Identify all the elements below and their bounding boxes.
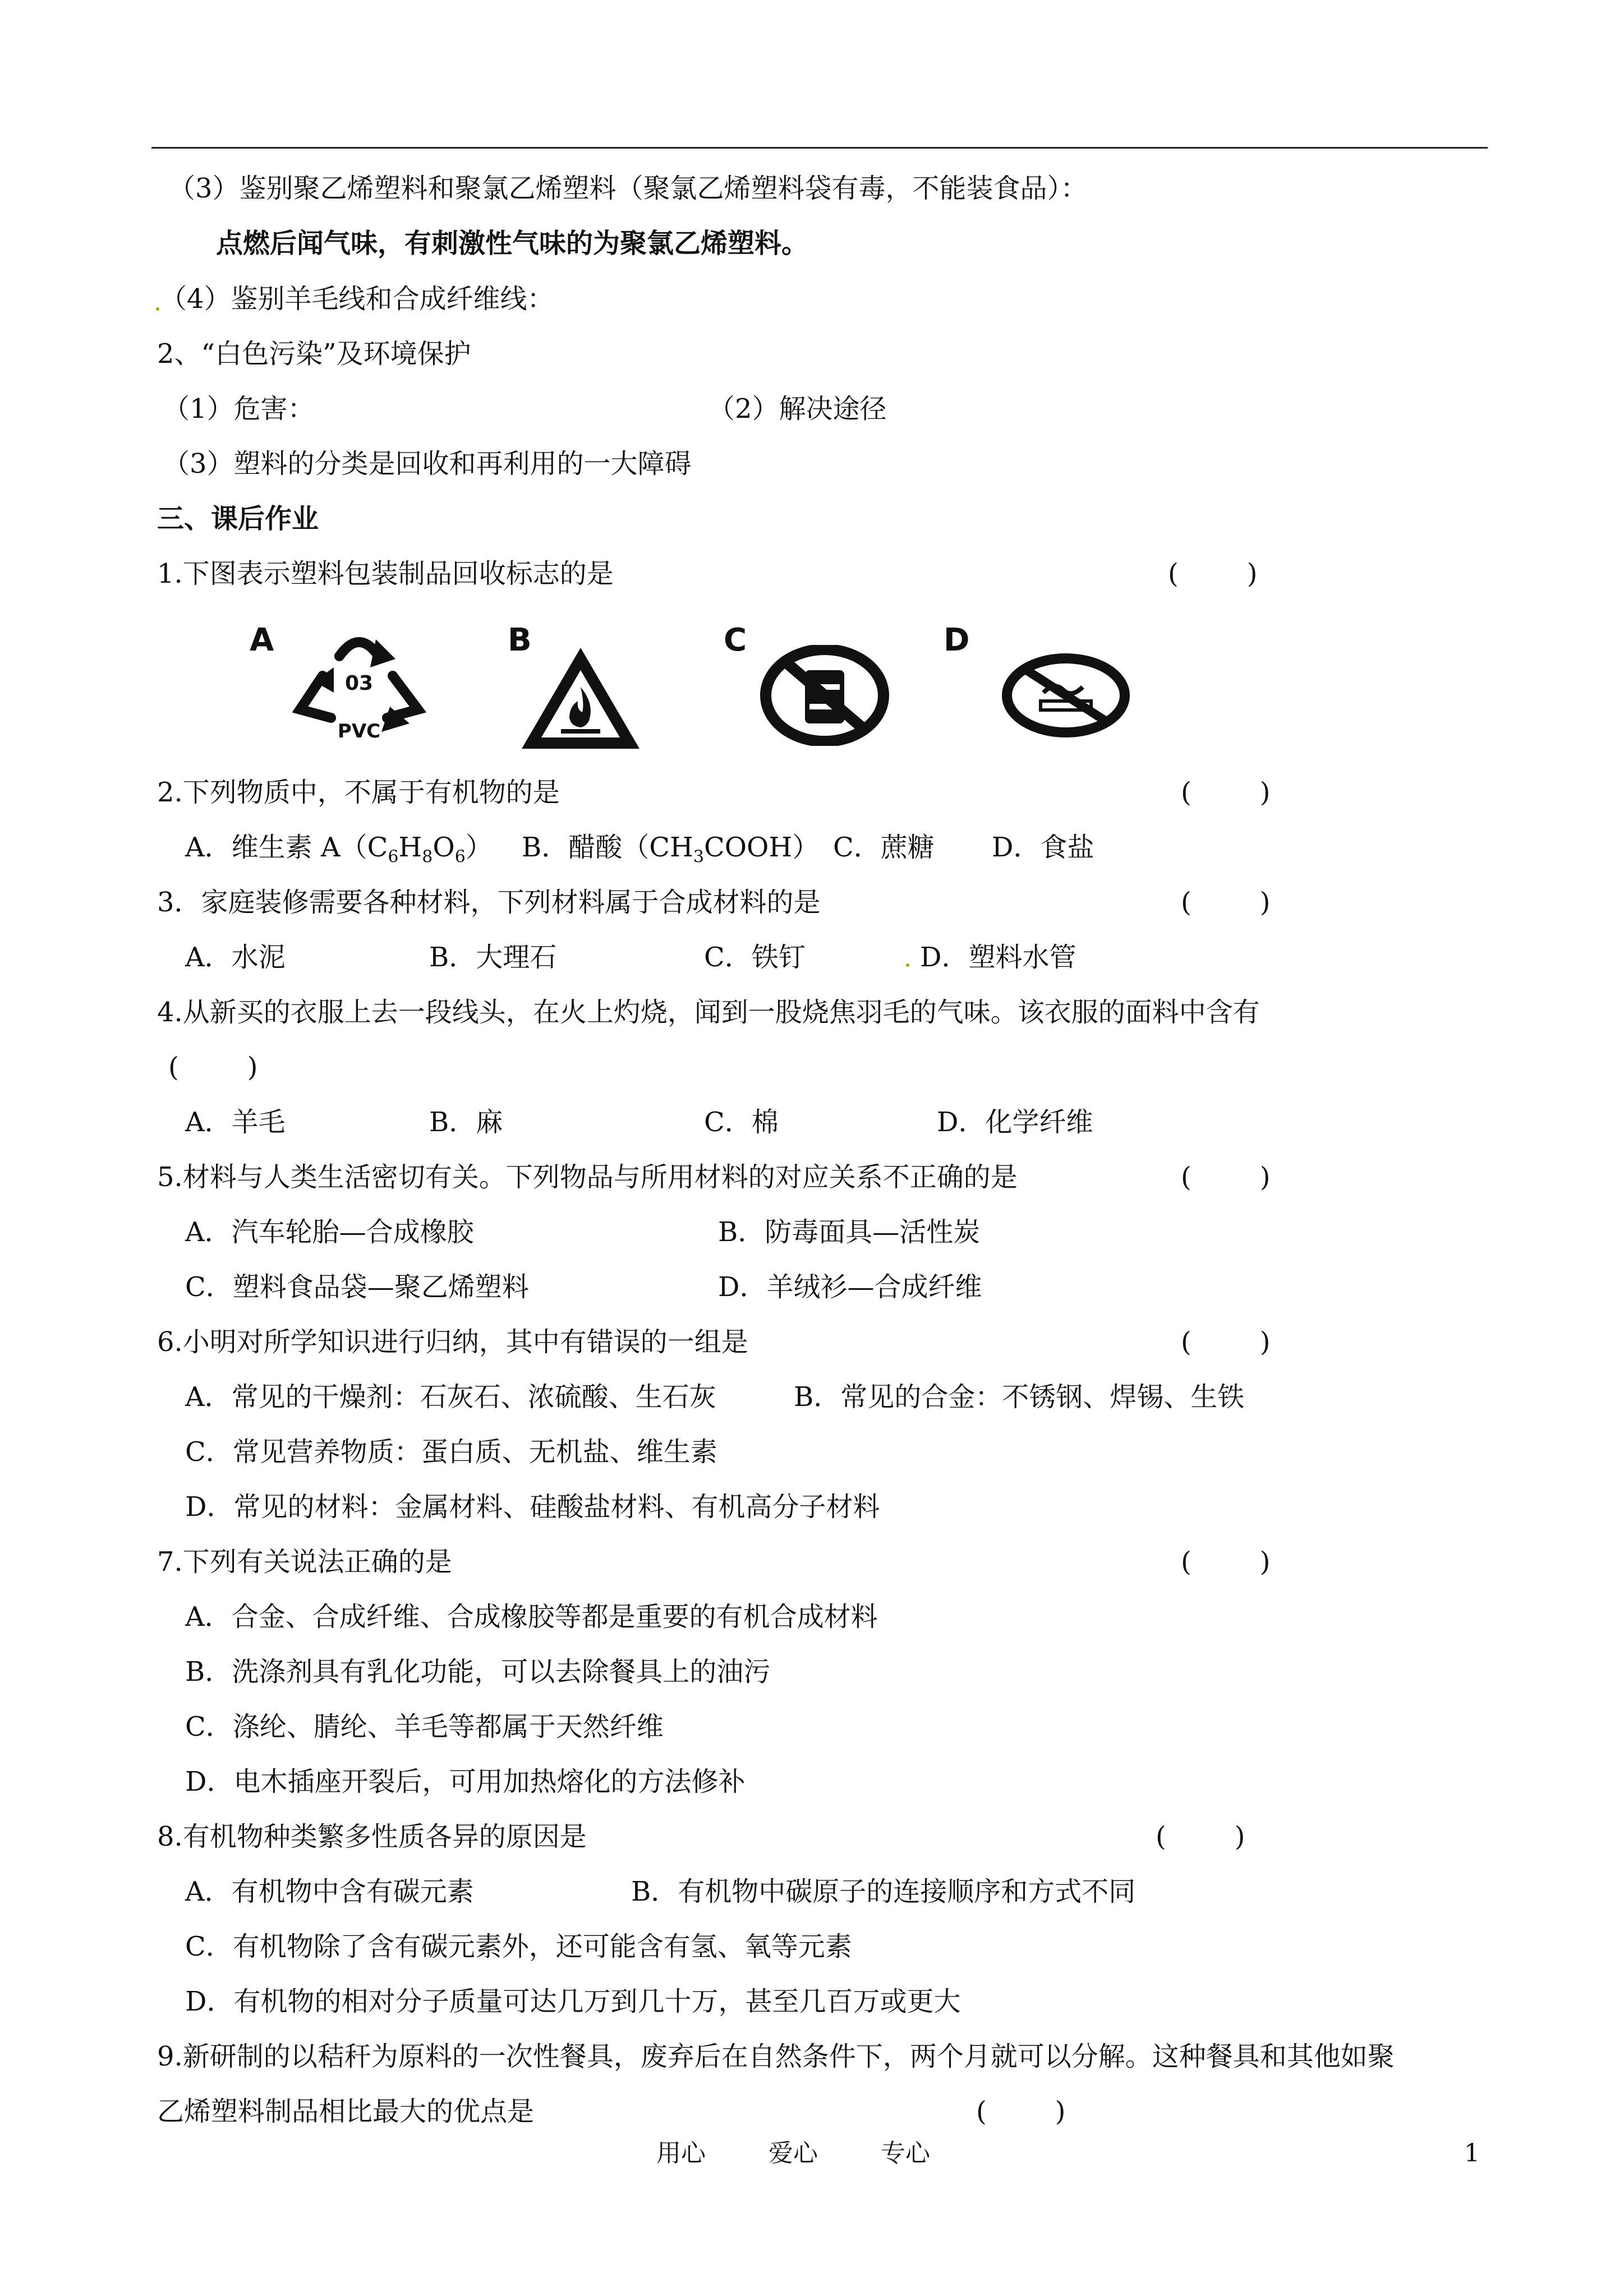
pvc-text: PVC xyxy=(337,720,381,743)
question-stem: 7.下列有关说法正确的是 xyxy=(157,1546,452,1578)
option-d: D．有机物的相对分子质量可达几万到几十万，甚至几百万或更大 xyxy=(185,1986,961,2017)
option-b: B．洗涤剂具有乳化功能，可以去除餐具上的油污 xyxy=(185,1656,771,1688)
option-letter: A xyxy=(250,622,274,658)
no-smoking-icon xyxy=(1001,653,1130,737)
answer-bracket: ( ) xyxy=(1156,1821,1245,1852)
option-d: D．化学纤维 xyxy=(937,1106,1093,1138)
question-stem: 3．家庭装修需要各种材料，下列材料属于合成材料的是 xyxy=(157,887,821,918)
option-c: C．铁钉 xyxy=(704,942,806,973)
option-b: B．常见的合金：不锈钢、焊锡、生铁 xyxy=(794,1381,1245,1413)
option-d: D．塑料水管 xyxy=(920,942,1076,973)
option-b: B．有机物中碳原子的连接顺序和方式不同 xyxy=(631,1876,1136,1907)
option-letter: B xyxy=(508,622,532,658)
footer-motto: 专心 xyxy=(881,2139,930,2168)
recycle-triangle-icon xyxy=(280,617,438,746)
answer-bracket: ( ) xyxy=(168,1052,258,1083)
option-d: D．羊绒衫—合成纤维 xyxy=(718,1271,982,1303)
stray-mark xyxy=(906,963,909,967)
option-a: A．维生素 $A(C_6H_8O_6)$ xyxy=(185,832,493,867)
question-stem-cont: 乙烯塑料制品相比最大的优点是 xyxy=(157,2096,535,2127)
option-c: C．蔗糖 xyxy=(833,832,935,863)
question-stem: 4.从新买的衣服上去一段线头，在火上灼烧，闻到一股烧焦羽毛的气味。该衣服的面料中含有 xyxy=(157,997,1260,1028)
no-barrel-icon xyxy=(760,645,889,746)
option-a: A．羊毛 xyxy=(185,1106,286,1138)
question-stem: 9.新研制的以秸秆为原料的一次性餐具，废弃后在自然条件下，两个月就可以分解。这种餐具和其他如聚 xyxy=(157,2041,1395,2072)
option-letter: C xyxy=(724,622,747,658)
question-stem: 8.有机物种类繁多性质各异的原因是 xyxy=(157,1821,587,1852)
answer-bracket: ( ) xyxy=(1181,1326,1271,1358)
section-heading: 三、课后作业 xyxy=(157,503,319,534)
answer-bracket: ( ) xyxy=(1181,777,1271,808)
answer-bracket: ( ) xyxy=(1181,1161,1271,1193)
text-line: （4）鉴别羊毛线和合成纤维线： xyxy=(160,283,554,315)
page-number: 1 xyxy=(1464,2139,1480,2168)
option-b: B．醋酸$(CH_3COOH)$ xyxy=(522,832,820,867)
option-a: A．有机物中含有碳元素 xyxy=(185,1876,474,1907)
option-d: D．食盐 xyxy=(992,832,1094,863)
answer-bracket: ( ) xyxy=(1168,558,1258,589)
text-line: （1）危害： xyxy=(163,393,315,425)
question-stem: 1.下图表示塑料包装制品回收标志的是 xyxy=(157,558,614,589)
option-b: B．大理石 xyxy=(429,942,557,973)
stray-mark xyxy=(156,307,159,311)
section-heading: 2、“白色污染”及环境保护 xyxy=(157,338,471,370)
text-line: （3）塑料的分类是回收和再利用的一大障碍 xyxy=(163,448,692,480)
code-text: 03 xyxy=(344,672,374,695)
emphasis-line: 点燃后闻气味，有刺激性气味的为聚氯乙烯塑料。 xyxy=(216,228,809,259)
flammable-warning-icon xyxy=(516,642,645,754)
option-c: C．常见营养物质：蛋白质、无机盐、维生素 xyxy=(185,1436,717,1468)
option-c: C．有机物除了含有碳元素外，还可能含有氢、氧等元素 xyxy=(185,1931,852,1962)
answer-bracket: ( ) xyxy=(1181,887,1271,918)
footer-motto: 用心 xyxy=(656,2139,706,2168)
option-d: D．常见的材料：金属材料、硅酸盐材料、有机高分子材料 xyxy=(185,1491,880,1523)
option-a: A．汽车轮胎—合成橡胶 xyxy=(185,1216,474,1248)
option-a: A．合金、合成纤维、合成橡胶等都是重要的有机合成材料 xyxy=(185,1601,878,1633)
option-a: A．常见的干燥剂：石灰石、浓硫酸、生石灰 xyxy=(185,1381,716,1413)
option-b: B．防毒面具—活性炭 xyxy=(718,1216,981,1248)
option-a: A．水泥 xyxy=(185,942,286,973)
question-stem: 2.下列物质中，不属于有机物的是 xyxy=(157,777,560,808)
header-rule xyxy=(151,147,1488,149)
option-c: C．塑料食品袋—聚乙烯塑料 xyxy=(185,1271,529,1303)
question-stem: 6.小明对所学知识进行归纳，其中有错误的一组是 xyxy=(157,1326,748,1358)
text-line: （2）解决途径 xyxy=(708,393,887,425)
answer-bracket: ( ) xyxy=(1181,1546,1271,1578)
option-c: C．棉 xyxy=(704,1106,779,1138)
question-stem: 5.材料与人类生活密切有关。下列物品与所用材料的对应关系不正确的是 xyxy=(157,1161,1018,1193)
option-c: C．涤纶、腈纶、羊毛等都属于天然纤维 xyxy=(185,1711,664,1742)
option-letter: D xyxy=(944,622,970,658)
option-b: B．麻 xyxy=(429,1106,503,1138)
text-line: （3）鉴别聚乙烯塑料和聚氯乙烯塑料（聚氯乙烯塑料袋有毒，不能装食品）： xyxy=(168,173,1088,204)
footer-motto: 爱心 xyxy=(769,2139,818,2168)
option-d: D．电木插座开裂后，可用加热熔化的方法修补 xyxy=(185,1766,746,1797)
answer-bracket: ( ) xyxy=(976,2096,1066,2127)
